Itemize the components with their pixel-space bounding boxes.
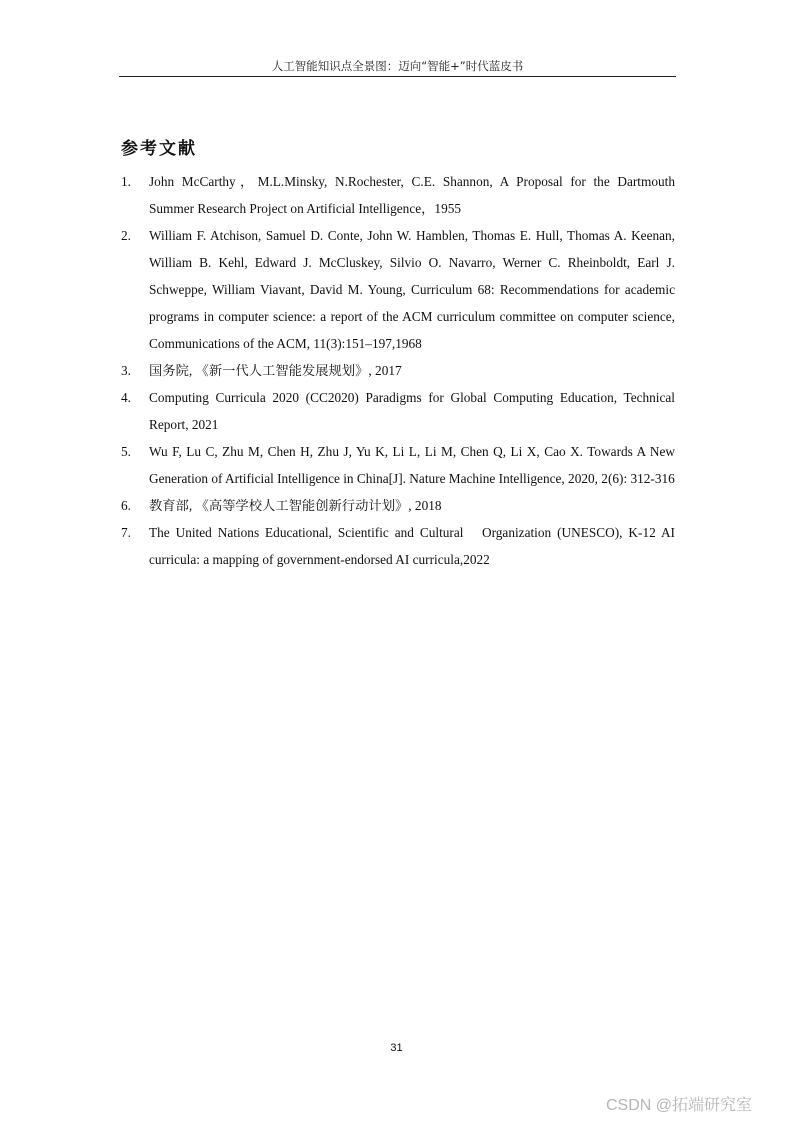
reference-item <box>121 492 675 519</box>
reference-text: 教育部, 《高等学校人工智能创新行动计划》, 2018 <box>149 498 442 513</box>
reference-item <box>121 438 675 492</box>
running-header: 人工智能知识点全景图：迈向“智能+”时代蓝皮书 <box>271 59 524 73</box>
reference-text: The United Nations Educational, Scientific and Cultural Organization (UNESCO), K-12 AI curricula: a mapping of government-endorsed AI curricula,2022 <box>149 525 675 567</box>
reference-item <box>121 222 675 357</box>
page-number: 31 <box>390 1042 403 1054</box>
reference-number: 1. <box>121 174 131 189</box>
reference-text: 国务院, 《新一代人工智能发展规划》, 2017 <box>149 363 402 378</box>
reference-number: 5. <box>121 444 131 459</box>
watermark: CSDN @拓端研究室 <box>606 1097 753 1114</box>
reference-number: 4. <box>121 390 131 405</box>
reference-number: 7. <box>121 525 131 540</box>
reference-list <box>121 168 675 573</box>
reference-text: William F. Atchison, Samuel D. Conte, John W. Hamblen, Thomas E. Hull, Thomas A. Keenan, William B. Kehl, Edward J. McCluskey, Silvio O. Navarro, Werner C. Rheinboldt, Earl J. Schweppe, William Viavant, David M. Young, Curriculum 68: Recommendations for academic programs in computer science: a report of the ACM curriculum committee on computer science, Communications of the ACM, 11(3):151–197,1968 <box>149 228 675 351</box>
reference-text: Computing Curricula 2020 (CC2020) Paradigms for Global Computing Education, Technical Report, 2021 <box>149 390 675 432</box>
reference-item <box>121 519 675 573</box>
reference-text: Wu F, Lu C, Zhu M, Chen H, Zhu J, Yu K, Li L, Li M, Chen Q, Li X, Cao X. Towards A New Generation of Artificial Intelligence in China[J]. Nature Machine Intelligence, 2020, 2(6): 312-316 <box>149 444 675 486</box>
reference-number: 2. <box>121 228 131 243</box>
reference-item <box>121 357 675 384</box>
reference-number: 6. <box>121 498 131 513</box>
header-rule <box>119 76 676 77</box>
reference-text: John McCarthy，M.L.Minsky, N.Rochester, C.E. Shannon, A Proposal for the Dartmouth Summer Research Project on Artificial Intelligence，1955 <box>149 174 675 216</box>
reference-number: 3. <box>121 363 131 378</box>
reference-item <box>121 384 675 438</box>
reference-item <box>121 168 675 222</box>
section-title: 参考文献 <box>121 139 197 159</box>
